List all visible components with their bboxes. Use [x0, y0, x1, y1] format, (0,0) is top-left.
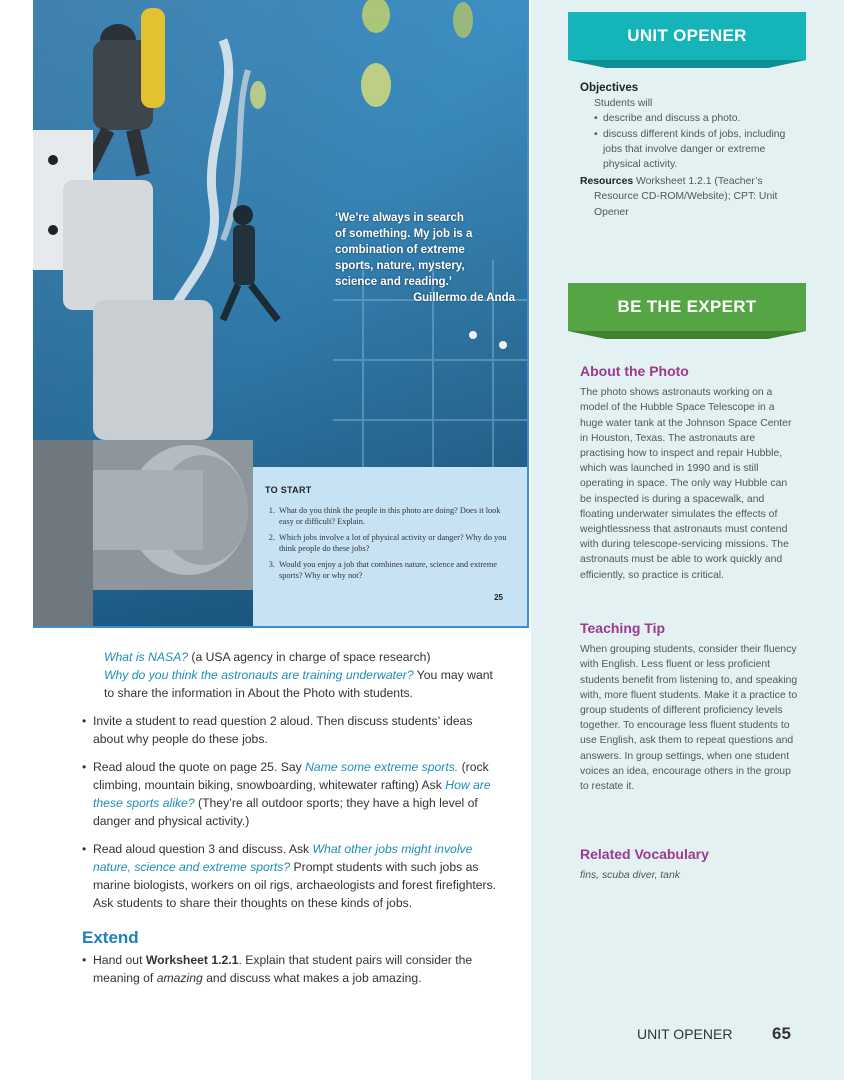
objectives-heading: Objectives [580, 82, 639, 94]
nasa-question-paragraph: What is NASA? (a USA agency in charge of space research) [104, 650, 431, 664]
bullet-item: • Invite a student to read question 2 aloud. Then discuss students’ ideas about why people do these jobs. [82, 712, 502, 748]
unit-banner-tail [568, 60, 806, 68]
footer-label: UNIT OPENER [637, 1026, 733, 1042]
student-page-number: 25 [494, 593, 503, 602]
teaching-tip-section [580, 621, 798, 794]
objective-item: • discuss different kinds of jobs, including jobs that involve danger or extreme physical activity. [580, 127, 798, 173]
to-start-question: 1. What do you think the people in this photo are doing? Does it look easy or difficult? Explain. [277, 505, 507, 527]
bullet-item: • Read aloud the quote on page 25. Say Name some extreme sports. (rock climbing, mountain biking, snowboarding, whitewater rafting) Ask How are these sports alike? (They’re all outdoor sports; they have a high level of danger and physical activity.) [82, 758, 502, 830]
related-vocabulary-section [580, 847, 798, 883]
page-footer [637, 1024, 791, 1043]
page-number: 65 [772, 1024, 791, 1043]
to-start-heading: TO START [265, 485, 312, 495]
astronaut-photo [33, 0, 529, 628]
bullet-item: • Hand out Worksheet 1.2.1. Explain that student pairs will consider the meaning of amazing and discuss what makes a job amazing. [82, 951, 502, 987]
bullet-item: • Read aloud question 3 and discuss. Ask What other jobs might involve nature, science and extreme sports? Prompt students with such jobs as marine biologists, workers on oil rigs, archaeologists and forest firefighters. Ask students to share their thoughts on these kinds of jobs. [82, 840, 502, 912]
expert-banner-tail [568, 331, 806, 339]
objectives-section: Objectives Students will • describe and discuss a photo. • discuss different kinds of jobs, including jobs that involve danger or extreme physical activity. Resources Worksheet 1.2.1 (Teacher’s Resource CD-ROM/Website); CPT: Unit Opener [580, 81, 798, 220]
teaching-tip-heading: Teaching Tip [580, 620, 666, 636]
quote-author: Guillermo de Anda [413, 292, 515, 304]
to-start-questions [265, 505, 507, 581]
main-body-text [82, 648, 502, 987]
about-photo-heading: About the Photo [580, 363, 689, 379]
extend-heading: Extend [82, 928, 139, 947]
unit-opener-banner: UNIT OPENER [568, 12, 806, 60]
to-start-question: 2. Which jobs involve a lot of physical activity or danger? Why do you think people do these jobs? [277, 532, 507, 554]
be-the-expert-banner: BE THE EXPERT [568, 283, 806, 331]
to-start-question: 3. Would you enjoy a job that combines nature, science and extreme sports? Why or why not? [277, 559, 507, 581]
resources-line: Resources Worksheet 1.2.1 (Teacher’s Resource CD-ROM/Website); CPT: Unit Opener [580, 176, 778, 218]
photo-quote: ‘We’re always in search of something. My job is a combination of extreme sports, nature, mystery, science and reading.’ Guillermo de Anda [335, 212, 515, 304]
related-vocabulary-heading: Related Vocabulary [580, 846, 709, 862]
objective-item: • describe and discuss a photo. [580, 111, 798, 126]
to-start-box [253, 467, 529, 628]
related-vocabulary-text: fins, scuba diver, tank [580, 870, 680, 882]
about-photo-section [580, 364, 798, 583]
teaching-tip-text: When grouping students, consider their fluency with English. Less fluent or less proficient students benefit from listening to, and speaking with, more fluent students. Make it a practice to group students of different proficiency levels together. To encourage less fluent students to use English, ask them to repeat questions and answers. In group settings, when one student voices an idea, encourage others in the group to restate it. [580, 644, 798, 793]
about-photo-text: The photo shows astronauts working on a model of the Hubble Space Telescope in a huge water tank at the Johnson Space Center in Houston, Texas. The astronauts are practising how to inspect and repair Hubble, which was launched in 1990 and is still operating in space. The only way Hubble can be inspected is during a spacewalk, and floating underwater simulates the effects of weightlessness that astronauts must contend with during telescope-servicing missions. The astronauts must be able to work quickly and efficiently, so practice is critical. [580, 387, 792, 581]
underwater-question-paragraph: Why do you think the astronauts are training underwater? You may want to share the information in About the Photo with students. [104, 668, 493, 700]
